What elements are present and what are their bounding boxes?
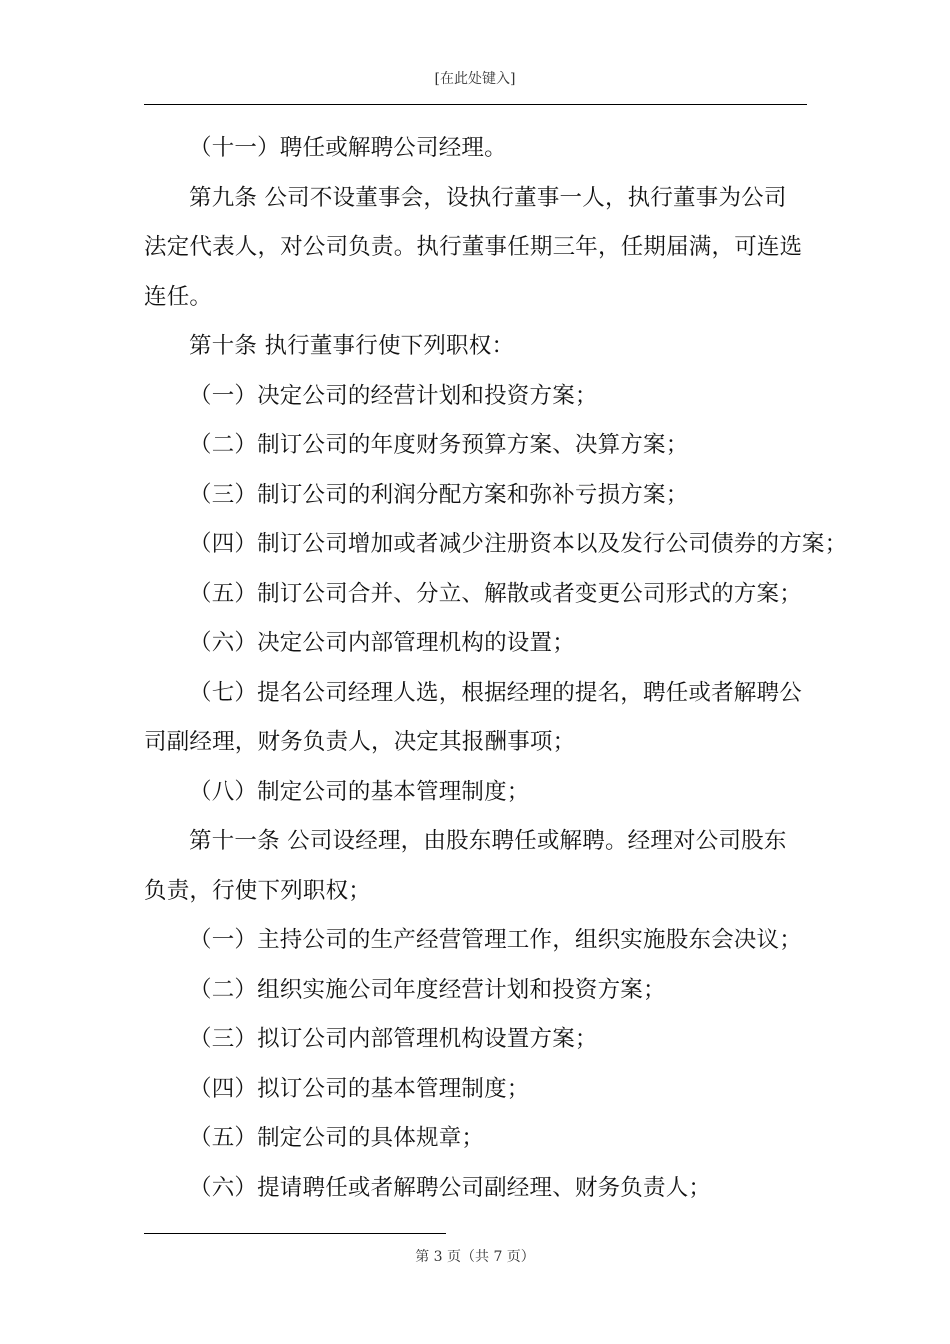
article-11-item-4: （四）拟订公司的基本管理制度； [189, 1075, 530, 1102]
article-10-item-2: （二）制订公司的年度财务预算方案、决算方案； [189, 432, 689, 458]
article-10-item-7: （七）提名公司经理人选，根据经理的提名，聘任或者解聘公司副经理，财务负责人，决定其报酬事项； [144, 679, 802, 755]
article-10-item-3: （三）制订公司的利润分配方案和弥补亏损方案； [189, 481, 689, 508]
article-10-item-1: （一）决定公司的经营计划和投资方案； [189, 382, 598, 409]
article-11-item-3: （三）拟订公司内部管理机构设置方案； [189, 1026, 598, 1052]
footer-divider [144, 1233, 446, 1234]
article-10-item-8: （八）制定公司的基本管理制度； [189, 778, 530, 805]
page-header: [在此处键入] [434, 71, 516, 87]
article-9: 第九条 公司不设董事会，设执行董事一人，执行董事为公司法定代表人，对公司负责。执行董事任期三年，任期届满，可连选连任。 [144, 184, 803, 310]
page-number: 第 3 页（共 7 页） [415, 1249, 535, 1265]
paragraph-item-11: （十一）聘任或解聘公司经理。 [189, 135, 507, 161]
article-11-heading: 第十一条 公司设经理，由股东聘任或解聘。经理对公司股东负责，行使下列职权； [144, 828, 787, 904]
article-10-item-5: （五）制订公司合并、分立、解散或者变更公司形式的方案； [189, 580, 802, 607]
header-divider [144, 104, 807, 105]
article-10-heading: 第十条 执行董事行使下列职权： [189, 333, 515, 359]
article-10-item-4: （四）制订公司增加或者减少注册资本以及发行公司债券的方案； [189, 531, 848, 557]
article-11-item-6: （六）提请聘任或者解聘公司副经理、财务负责人； [189, 1174, 712, 1201]
article-11-item-1: （一）主持公司的生产经营管理工作，组织实施股东会决议； [189, 927, 802, 953]
article-11-item-5: （五）制定公司的具体规章； [189, 1125, 485, 1151]
article-11-item-2: （二）组织实施公司年度经营计划和投资方案； [189, 976, 666, 1003]
article-10-item-6: （六）决定公司内部管理机构的设置； [189, 630, 575, 656]
document-body [144, 124, 848, 1213]
